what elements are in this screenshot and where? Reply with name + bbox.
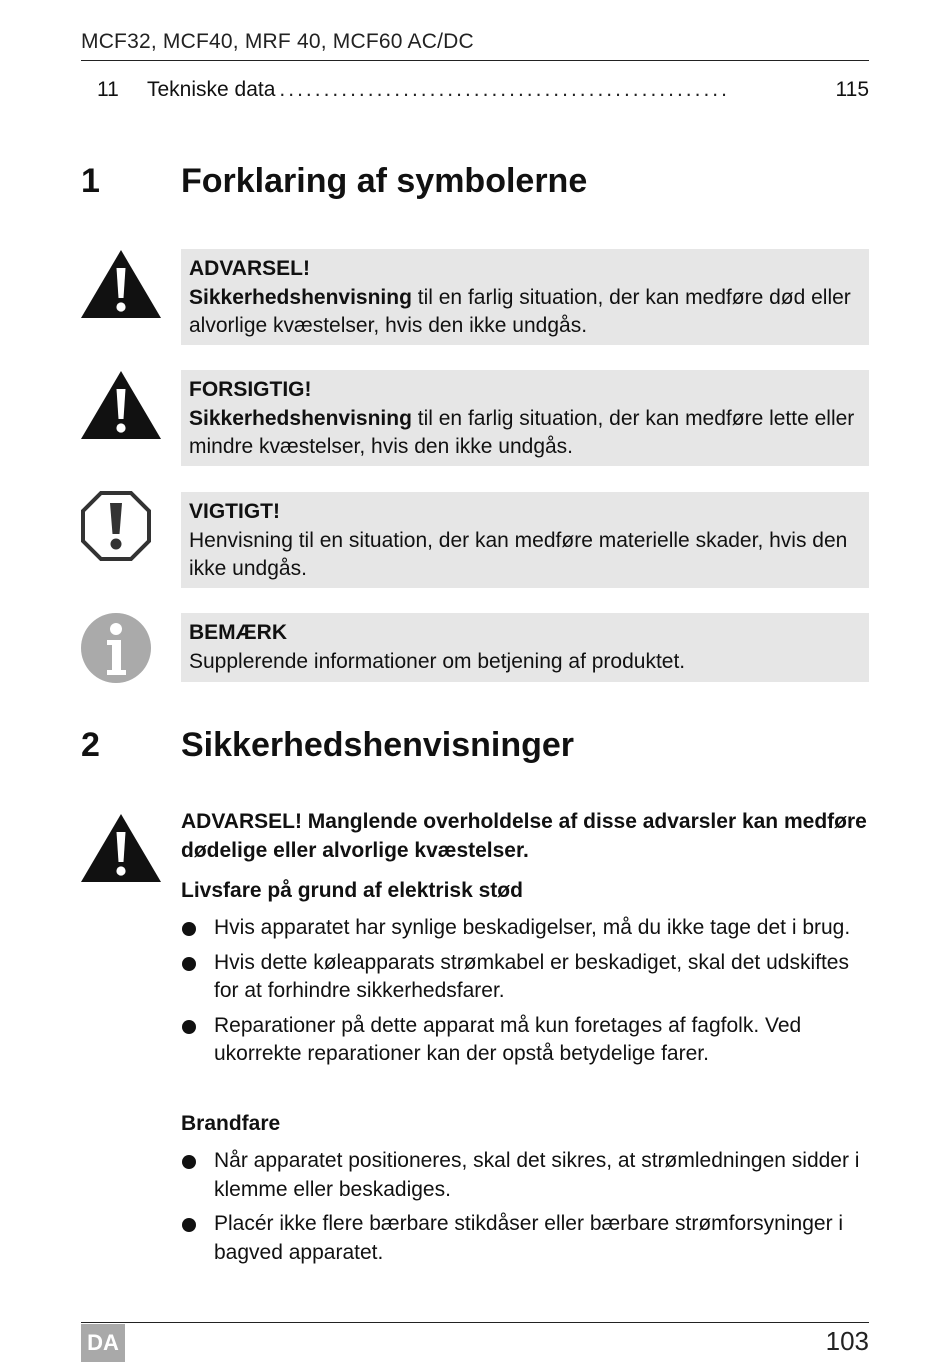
subheading-fire-hazard: Brandfare [181, 1112, 281, 1135]
box-label: ADVARSEL! [189, 257, 310, 280]
box-text: til en farlig situation, der kan medføre lette eller mindre kvæstelser, hvis den ikke undgås. [189, 406, 855, 458]
subheading-electric-shock: Livsfare på grund af elektrisk stød [181, 879, 523, 902]
list-item: Hvis apparatet har synlige beskadigelser, må du ikke tage det i brug. [181, 914, 871, 943]
important-box [181, 492, 869, 588]
toc-number: 11 [97, 78, 119, 101]
box-label: FORSIGTIG! [189, 378, 312, 401]
footer-divider [81, 1322, 869, 1323]
list-item: Reparationer på dette apparat må kun foretages af fagfolk. Ved ukorrekte reparationer kan der opstå betydelige farer. [181, 1012, 871, 1069]
section-1-number: 1 [81, 162, 100, 200]
box-text: Henvisning til en situation, der kan medføre materielle skader, hvis den ikke undgås. [189, 528, 848, 580]
warning-triangle-icon [80, 369, 162, 441]
caution-box [181, 370, 869, 466]
box-lead: Sikkerhedshenvisning [189, 285, 412, 309]
language-badge: DA [81, 1324, 125, 1362]
bullet-list-electric-shock [181, 914, 871, 1075]
warning-triangle-icon [80, 248, 162, 320]
box-text: til en farlig situation, der kan medføre død eller alvorlige kvæstelser, hvis den ikke undgås. [189, 285, 851, 337]
header-divider [81, 60, 869, 61]
info-circle-icon [80, 612, 152, 684]
list-item: Placér ikke flere bærbare stikdåser eller bærbare strømforsyninger i bagved apparatet. [181, 1210, 871, 1267]
note-box [181, 613, 869, 682]
notice-octagon-icon [80, 490, 152, 562]
box-label: BEMÆRK [189, 621, 287, 644]
bullet-list-fire-hazard [181, 1147, 871, 1273]
box-lead: Sikkerhedshenvisning [189, 406, 412, 430]
warning-triangle-icon [80, 812, 162, 884]
box-label: VIGTIGT! [189, 500, 280, 523]
page-number: 103 [825, 1326, 869, 1356]
toc-page-number: 115 [835, 78, 869, 101]
section-2-title: Sikkerhedshenvisninger [181, 726, 575, 764]
toc-title: Tekniske data [147, 78, 276, 101]
warning-box [181, 249, 869, 345]
box-text: Supplerende informationer om betjening af produktet. [189, 649, 686, 673]
safety-warning: ADVARSEL! Manglende overholdelse af disse advarsler kan medføre dødelige eller alvorlige kvæstelser. [181, 810, 867, 862]
list-item: Hvis dette køleapparats strømkabel er beskadiget, skal det udskiftes for at forhindre sikkerhedsfarer. [181, 949, 871, 1006]
running-header: MCF32, MCF40, MRF 40, MCF60 AC/DC [81, 30, 474, 53]
section-2-number: 2 [81, 726, 100, 764]
toc-entry[interactable] [81, 78, 869, 108]
list-item: Når apparatet positioneres, skal det sikres, at strømledningen sidder i klemme eller beskadiges. [181, 1147, 871, 1204]
section-1-title: Forklaring af symbolerne [181, 162, 588, 200]
toc-leader-dots: ................................................... [279, 78, 730, 101]
